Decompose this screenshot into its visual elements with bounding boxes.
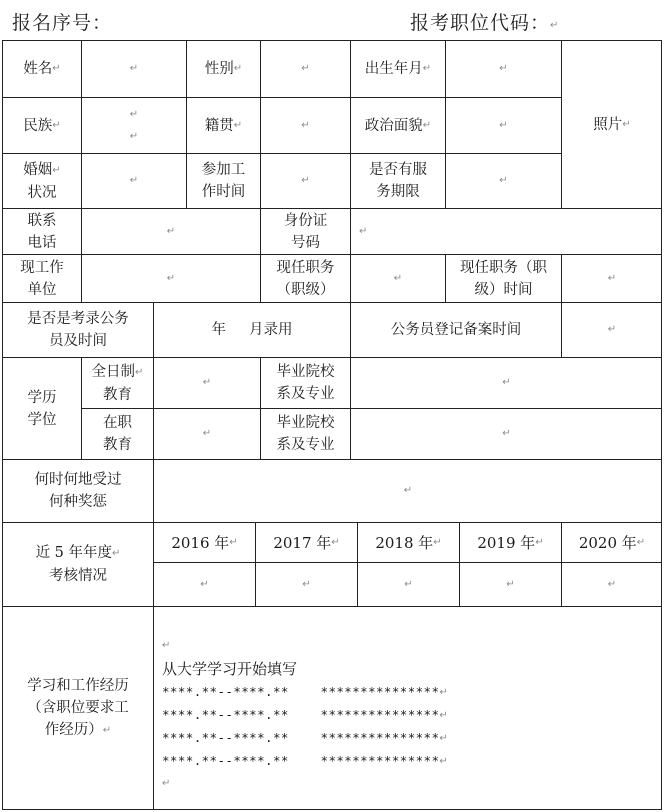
field-marital-status[interactable]: ↵ <box>81 153 186 208</box>
field-hire-date[interactable]: 年 月录用 <box>153 302 350 357</box>
paragraph-mark-icon: ↵ <box>52 119 61 131</box>
label-annual-assessment: 近 5 年年度↵ 考核情况 <box>2 522 153 606</box>
field-political-status[interactable]: ↵ <box>445 97 561 153</box>
label-fulltime-education: 全日制↵ 教育 <box>81 357 153 408</box>
label-ethnicity: 民族 ↵ <box>2 97 81 153</box>
label-marital-status: 婚姻↵ 状况 <box>2 153 81 208</box>
paragraph-mark-icon: ↵ <box>550 20 559 31</box>
paragraph-mark-icon: ↵ <box>52 63 61 74</box>
year-2020-header: 2020 年 ↵ <box>561 522 662 562</box>
label-native-place: 籍贯 ↵ <box>186 97 260 153</box>
field-gender[interactable]: ↵ <box>260 40 350 97</box>
year-2017-header: 2017 年 ↵ <box>255 522 357 562</box>
paragraph-mark-icon: ↵ <box>162 778 171 789</box>
label-work-start-time: 参加工 作时间 <box>186 153 260 208</box>
paragraph-mark-icon: ↵ <box>233 63 243 74</box>
paragraph-mark-icon: ↵ <box>422 119 432 131</box>
label-gender: 性别 ↵ <box>186 40 260 97</box>
experience-line: ****.**--****.** ***************↵ <box>162 753 448 768</box>
label-inservice-school: 毕业院校 系及专业 <box>260 408 350 459</box>
label-education: 学历 学位 <box>2 357 81 459</box>
label-current-unit: 现工作 单位 <box>2 254 81 302</box>
field-experience[interactable] <box>153 606 662 810</box>
field-assessment-2019[interactable]: ↵ <box>459 562 561 606</box>
label-position-time: 现任职务（职 级）时间 <box>445 254 561 302</box>
label-name: 姓名 ↵ <box>2 40 81 97</box>
field-inservice-education[interactable]: ↵ <box>153 408 260 459</box>
label-inservice-education: 在职 教育 <box>81 408 153 459</box>
field-fulltime-education[interactable]: ↵ <box>153 357 260 408</box>
field-contact-phone[interactable]: ↵ <box>81 208 260 254</box>
experience-line: ****.**--****.** ***************↵ <box>162 707 448 722</box>
field-current-position[interactable]: ↵ <box>350 254 445 302</box>
label-registration-time: 公务员登记备案时间 <box>350 302 561 357</box>
label-awards: 何时何地受过 何种奖惩 <box>2 459 153 522</box>
form-serial-label: 报名序号： <box>12 12 113 34</box>
year-2018-header: 2018 年 ↵ <box>357 522 459 562</box>
field-position-time[interactable]: ↵ <box>561 254 662 302</box>
field-assessment-2016[interactable]: ↵ <box>153 562 255 606</box>
paragraph-mark-icon: ↵ <box>233 119 243 131</box>
experience-line: ****.**--****.** ***************↵ <box>162 730 448 745</box>
label-experience: 学习和工作经历 （含职位要求工 作经历）↵ <box>2 606 153 810</box>
field-assessment-2018[interactable]: ↵ <box>357 562 459 606</box>
field-id-number[interactable]: ↵ <box>350 208 662 254</box>
label-civil-servant: 是否是考录公务 员及时间 <box>2 302 153 357</box>
field-registration-time[interactable]: ↵ <box>561 302 662 357</box>
label-political-status: 政治面貌 ↵ <box>350 97 445 153</box>
paragraph-mark-icon: ↵ <box>622 118 631 130</box>
label-contact-phone: 联系 电话 <box>2 208 81 254</box>
paragraph-mark-icon: ↵ <box>162 640 171 651</box>
paragraph-mark-icon: ↵ <box>422 63 432 74</box>
field-fulltime-school[interactable]: ↵ <box>350 357 662 408</box>
field-name[interactable]: ↵ <box>81 40 186 97</box>
field-ethnicity[interactable]: ↵ ↵ <box>81 97 186 153</box>
field-inservice-school[interactable]: ↵ <box>350 408 662 459</box>
field-native-place[interactable]: ↵ <box>260 97 350 153</box>
label-id-number: 身份证 号码 <box>260 208 350 254</box>
year-2016-header: 2016 年 ↵ <box>153 522 255 562</box>
field-assessment-2017[interactable]: ↵ <box>255 562 357 606</box>
field-birth[interactable]: ↵ <box>445 40 561 97</box>
experience-line: ****.**--****.** ***************↵ <box>162 684 448 699</box>
position-code-label: 报考职位代码：↵ <box>410 12 559 34</box>
label-birth: 出生年月 ↵ <box>350 40 445 97</box>
field-work-start-time[interactable]: ↵ <box>260 153 350 208</box>
label-current-position: 现任职务 （职级） <box>260 254 350 302</box>
year-2019-header: 2019 年 ↵ <box>459 522 561 562</box>
label-fulltime-school: 毕业院校 系及专业 <box>260 357 350 408</box>
field-current-unit[interactable]: ↵ <box>81 254 260 302</box>
photo-box[interactable]: 照片 ↵ <box>561 40 662 208</box>
label-service-term: 是否有服 务期限 <box>350 153 445 208</box>
experience-intro: 从大学学习开始填写 <box>162 660 298 678</box>
field-service-term[interactable]: ↵ <box>445 153 561 208</box>
field-awards[interactable]: ↵ <box>153 459 662 522</box>
field-assessment-2020[interactable]: ↵ <box>561 562 662 606</box>
